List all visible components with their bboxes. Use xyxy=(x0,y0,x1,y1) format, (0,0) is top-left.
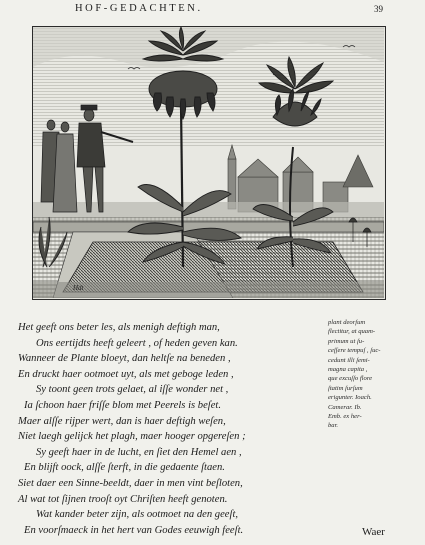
poem-line: Sy geeft haer in de lucht, en ſiet den Hemel aen , xyxy=(36,446,242,458)
marginal-line: que excuſſo flore xyxy=(328,375,373,383)
poem-line: Maer alſſe rijper wert, dan is haer deftigh weſen, xyxy=(18,415,226,427)
poem-line: Wat kander beter zijn, als ootmoet na den geeſt, xyxy=(36,509,239,521)
poem-line: Siet daer een Sinne-beeldt, daer in men vint beſloten, xyxy=(18,477,243,489)
marginal-line: magna capita , xyxy=(328,366,368,374)
engraving-illustration xyxy=(32,26,386,300)
marginal-note xyxy=(328,318,392,431)
poem-line: Ons eertijdts heeft geleert , of heden geven kan. xyxy=(36,337,238,349)
poem-line: En blijft oock, alſſe ſterft, in die gedaente ſtaen. xyxy=(24,462,225,474)
marginal-line: ceſſere tempuſ , ſuc- xyxy=(328,347,381,355)
marginal-line: cedunt illi ſemi- xyxy=(328,356,370,364)
poem-text xyxy=(18,320,318,538)
running-header: HOF-GEDACHTEN. xyxy=(75,3,203,14)
marginal-line: ſtatim ſurſum xyxy=(328,384,363,392)
poem-line: Sy toont geen trots gelaet, al iſſe wonder net , xyxy=(36,384,229,396)
poem-line: Het geeft ons beter les, als menigh deftigh man, xyxy=(18,322,220,333)
catchword: Waer xyxy=(362,526,385,538)
poem-line: Al wat tot ſijnen trooſt oyt Chriſten heeft genoten. xyxy=(18,493,228,505)
poem-line: En druckt haer ootmoet uyt, als met geboge leden , xyxy=(18,368,234,380)
poem-line: Ia ſchoon haer friſſe blom met Peerels is beſet. xyxy=(24,399,222,411)
page-number: 39 xyxy=(374,4,383,14)
marginal-line: Camerar. Ib. xyxy=(328,403,362,411)
marginal-line: Emb. ex her- xyxy=(328,413,362,421)
marginal-line: bar. xyxy=(328,422,339,430)
artist-signature: Hdt xyxy=(73,284,84,292)
marginal-line: primum ut ſu- xyxy=(328,337,365,345)
engraving-svg xyxy=(33,27,384,298)
poem-line: Wanneer de Plante bloeyt, dan heltſe na beneden , xyxy=(18,353,231,365)
poem-line: Niet laegh gelijck het plagh, maer hooger opgereſen ; xyxy=(18,431,246,443)
marginal-line: plant deorſum xyxy=(328,319,366,326)
marginal-line: erigunter. Ioach. xyxy=(328,394,372,402)
marginal-line: flectitur, at quam- xyxy=(328,328,376,336)
poem-line: En voorſmaeck in het hert van Godes eeuwigh feeſt. xyxy=(24,524,244,536)
